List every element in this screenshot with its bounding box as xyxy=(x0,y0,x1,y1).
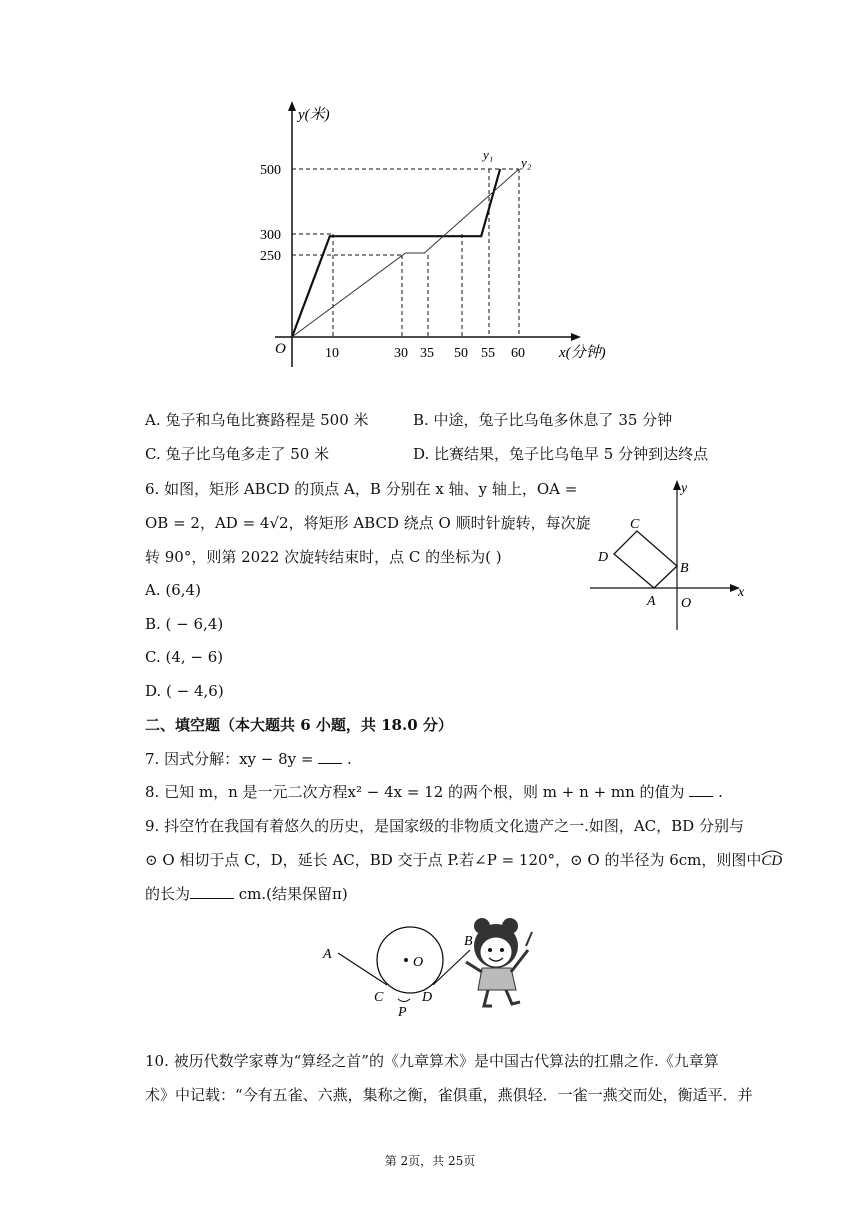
page-footer: 第 2页，共 25页 xyxy=(384,1154,476,1168)
answer-blank xyxy=(190,884,234,899)
q10-text-line1: 10. 被历代数学家尊为“算经之首”的《九章算术》是中国古代算法的扛鼎之作.《九章算 xyxy=(145,1052,719,1070)
point-d-label: D xyxy=(422,990,433,1005)
y-axis-label: y xyxy=(681,481,688,496)
line-bd xyxy=(433,950,470,985)
point-p-label: P xyxy=(398,1005,407,1018)
arc-symbol-icon xyxy=(761,849,783,855)
q9-diabolo-figure xyxy=(318,910,558,1018)
answer-blank xyxy=(318,749,342,764)
x-tick-label: 10 xyxy=(325,346,339,361)
q10-text-line2: 术》中记载：“今有五雀、六燕，集称之衡，雀俱重，燕俱轻．一雀一燕交而处，衡适平．并 xyxy=(145,1086,753,1104)
q6-text-line1: 6. 如图，矩形 ABCD 的顶点 A，B 分别在 x 轴、y 轴上，OA = xyxy=(145,480,578,498)
point-c-label: C xyxy=(374,990,384,1005)
rectangle-abcd xyxy=(614,531,677,588)
q5-option-c: C. 兔子比乌龟多走了 50 米 xyxy=(145,445,330,463)
q5-option-b: B. 中途，兔子比乌龟多休息了 35 分钟 xyxy=(413,411,673,429)
point-c-label: C xyxy=(630,517,640,532)
y-tick-label: 250 xyxy=(260,249,281,264)
x-tick-label: 30 xyxy=(394,346,408,361)
line-ac xyxy=(338,953,387,985)
x-axis-label: x xyxy=(738,585,745,600)
cartoon-girl-illustration xyxy=(466,918,532,1006)
center-o-label: O xyxy=(413,955,424,970)
q6-text-line3: 转 90°，则第 2022 次旋转结束时，点 C 的坐标为( ) xyxy=(145,548,502,566)
point-a-label: A xyxy=(647,594,656,609)
y-axis-arrow xyxy=(673,480,681,490)
q6-option-a: A. (6,4) xyxy=(145,581,201,599)
circle-o xyxy=(377,927,443,993)
q7-text-end: . xyxy=(342,750,352,768)
x-axis-arrow xyxy=(571,333,581,341)
q9-text-line1: 9. 抖空竹在我国有着悠久的历史，是国家级的非物质文化遗产之一.如图，AC，BD 分别与 xyxy=(145,817,744,835)
x-tick-label: 35 xyxy=(420,346,434,361)
origin-label: O xyxy=(681,596,692,611)
arc-label: CD xyxy=(761,853,783,869)
series-y1-label: y₁ xyxy=(483,147,494,162)
q9-text-line3-start: 的长为 xyxy=(145,885,191,903)
y-tick-label: 500 xyxy=(260,163,281,178)
q9-text-line2 xyxy=(145,850,782,871)
q8-question xyxy=(145,782,723,802)
q6-option-d: D. ( − 4,6) xyxy=(145,682,224,700)
arc-cd xyxy=(761,851,782,871)
distance-time-graph xyxy=(255,95,625,375)
answer-blank xyxy=(689,782,713,797)
q9-text-line3 xyxy=(145,884,348,904)
x-tick-label: 60 xyxy=(511,346,525,361)
x-tick-label: 55 xyxy=(481,346,495,361)
arc-at-p xyxy=(398,999,410,1002)
point-b-label: B xyxy=(464,934,473,949)
y-tick-label: 300 xyxy=(260,228,281,243)
origin-label: O xyxy=(275,341,286,357)
point-b-label: B xyxy=(680,561,689,576)
q8-text-end: . xyxy=(713,783,723,801)
x-axis-label: x(分钟) xyxy=(559,345,606,361)
q6-text-line2: OB = 2，AD = 4√2，将矩形 ABCD 绕点 O 顺时针旋转，每次旋 xyxy=(145,514,591,532)
q9-text-line3-end: cm.(结果保留π) xyxy=(234,885,348,903)
center-o-dot xyxy=(404,958,408,962)
series-y2-line xyxy=(292,169,519,337)
q5-option-a: A. 兔子和乌龟比赛路程是 500 米 xyxy=(145,411,369,429)
q6-option-b: B. ( − 6,4) xyxy=(145,615,224,633)
y-axis-arrow xyxy=(288,101,296,111)
q6-option-c: C. (4, − 6) xyxy=(145,648,224,666)
q5-option-d: D. 比赛结果，兔子比乌龟早 5 分钟到达终点 xyxy=(413,445,709,463)
series-y2-label: y₂ xyxy=(521,155,532,170)
series-y1-line xyxy=(292,169,500,337)
point-a-label: A xyxy=(323,947,332,962)
q9-text-line2-body: ⊙ O 相切于点 C，D，延长 AC，BD 交于点 P.若∠P = 120°，⊙ O 的半径为 6cm，则图中 xyxy=(145,851,762,869)
q7-text: 7. 因式分解：xy − 8y = xyxy=(145,750,319,768)
section-heading: 二、填空题（本大题共 6 小题，共 18.0 分） xyxy=(145,716,453,734)
y-axis-label: y(米) xyxy=(298,107,330,123)
q8-text: 8. 已知 m，n 是一元二次方程x² − 4x = 12 的两个根，则 m + n + mn 的值为 xyxy=(145,783,690,801)
q7-question xyxy=(145,749,352,769)
q6-rectangle-figure xyxy=(585,478,755,633)
x-tick-label: 50 xyxy=(454,346,468,361)
point-d-label: D xyxy=(598,550,609,565)
